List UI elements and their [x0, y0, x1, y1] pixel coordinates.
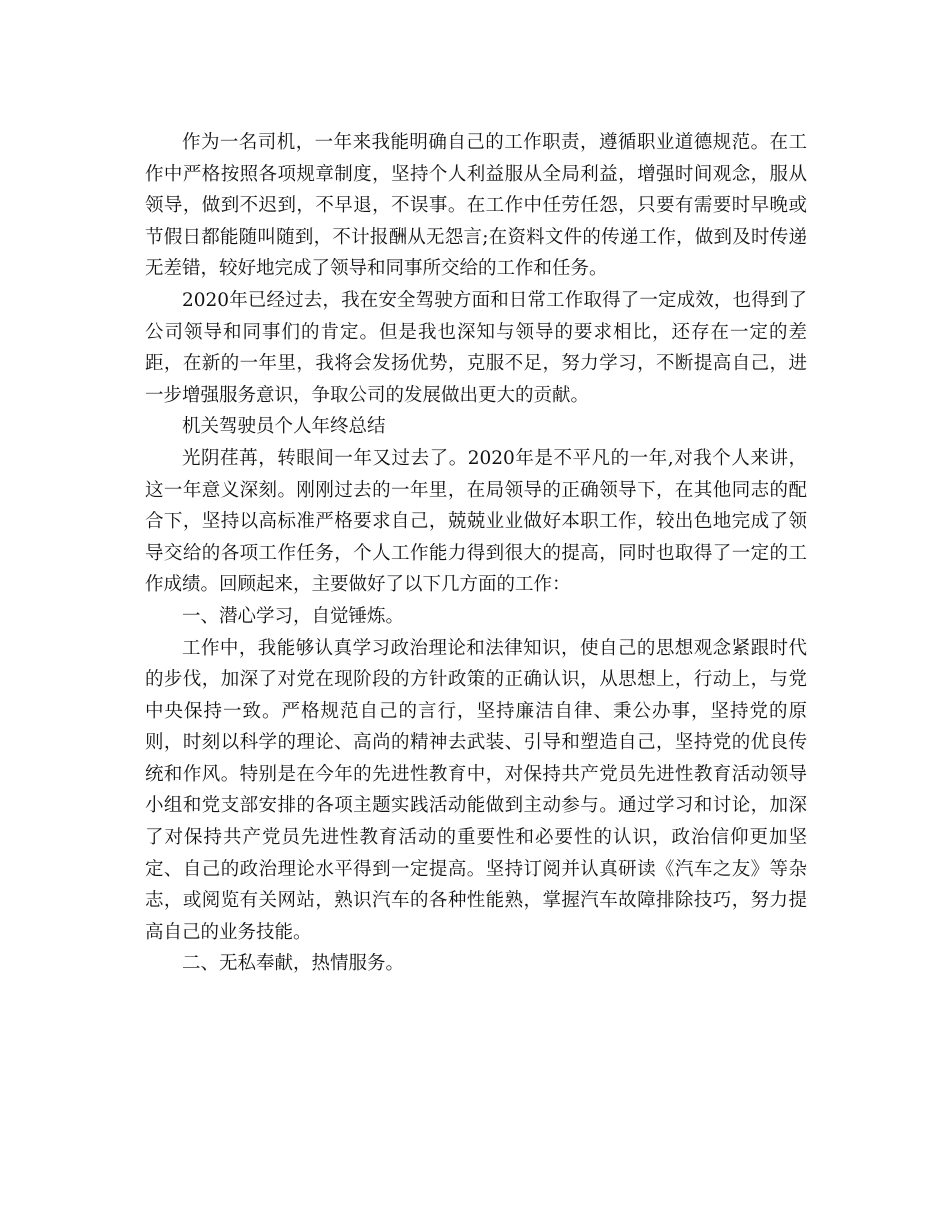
document-body [145, 127, 807, 980]
paragraph-driver-duties: 作为一名司机，一年来我能明确自己的工作职责，遵循职业道德规范。在工作中严格按照各项规章制度，坚持个人利益服从全局利益，增强时间观念，服从领导，做到不迟到，不早退，不误事。在工作中任劳任怨，只要有需要时早晚或节假日都能随叫随到，不计报酬从无怨言;在资料文件的传递工作，做到及时传递无差错，较好地完成了领导和同事所交给的工作和任务。 [145, 132, 807, 280]
paragraph-year-review: 2020年已经过去，我在安全驾驶方面和日常工作取得了一定成效，也得到了公司领导和同事们的肯定。但是我也深知与领导的要求相比，还存在一定的差距，在新的一年里，我将会发扬优势，克服不足，努力学习，不断提高自己，进一步增强服务意识，争取公司的发展做出更大的贡献。 [145, 289, 807, 406]
section-title: 机关驾驶员个人年终总结 [182, 416, 386, 438]
heading-study: 一、潜心学习，自觉锤炼。 [182, 605, 405, 627]
heading-service: 二、无私奉献，热情服务。 [182, 953, 405, 975]
paragraph-study: 工作中，我能够认真学习政治理论和法律知识，使自己的思想观念紧跟时代的步伐，加深了对党在现阶段的方针政策的正确认识，从思想上，行动上，与党中央保持一致。严格规范自己的言行，坚持廉洁自律、秉公办事，坚持党的原则，时刻以科学的理论、高尚的精神去武装、引导和塑造自己，坚持党的优良传统和作风。特别是在今年的先进性教育中，对保持共产党员先进性教育活动领导小组和党支部安排的各项主题实践活动能做到主动参与。通过学习和讨论，加深了对保持共产党员先进性教育活动的重要性和必要性的认识，政治信仰更加坚定、自己的政治理论水平得到一定提高。坚持订阅并认真研读《汽车之友》等杂志，或阅览有关网站，熟识汽车的各种性能熟，掌握汽车故障排除技巧，努力提高自己的业务技能。 [145, 637, 807, 943]
paragraph-intro: 光阴荏苒，转眼间一年又过去了。2020年是不平凡的一年,对我个人来讲，这一年意义深刻。刚刚过去的一年里，在局领导的正确领导下，在其他同志的配合下，坚持以高标准严格要求自己，兢兢业业做好本职工作，较出色地完成了领导交给的各项工作任务，个人工作能力得到很大的提高，同时也取得了一定的工作成绩。回顾起来，主要做好了以下几方面的工作： [145, 447, 807, 596]
